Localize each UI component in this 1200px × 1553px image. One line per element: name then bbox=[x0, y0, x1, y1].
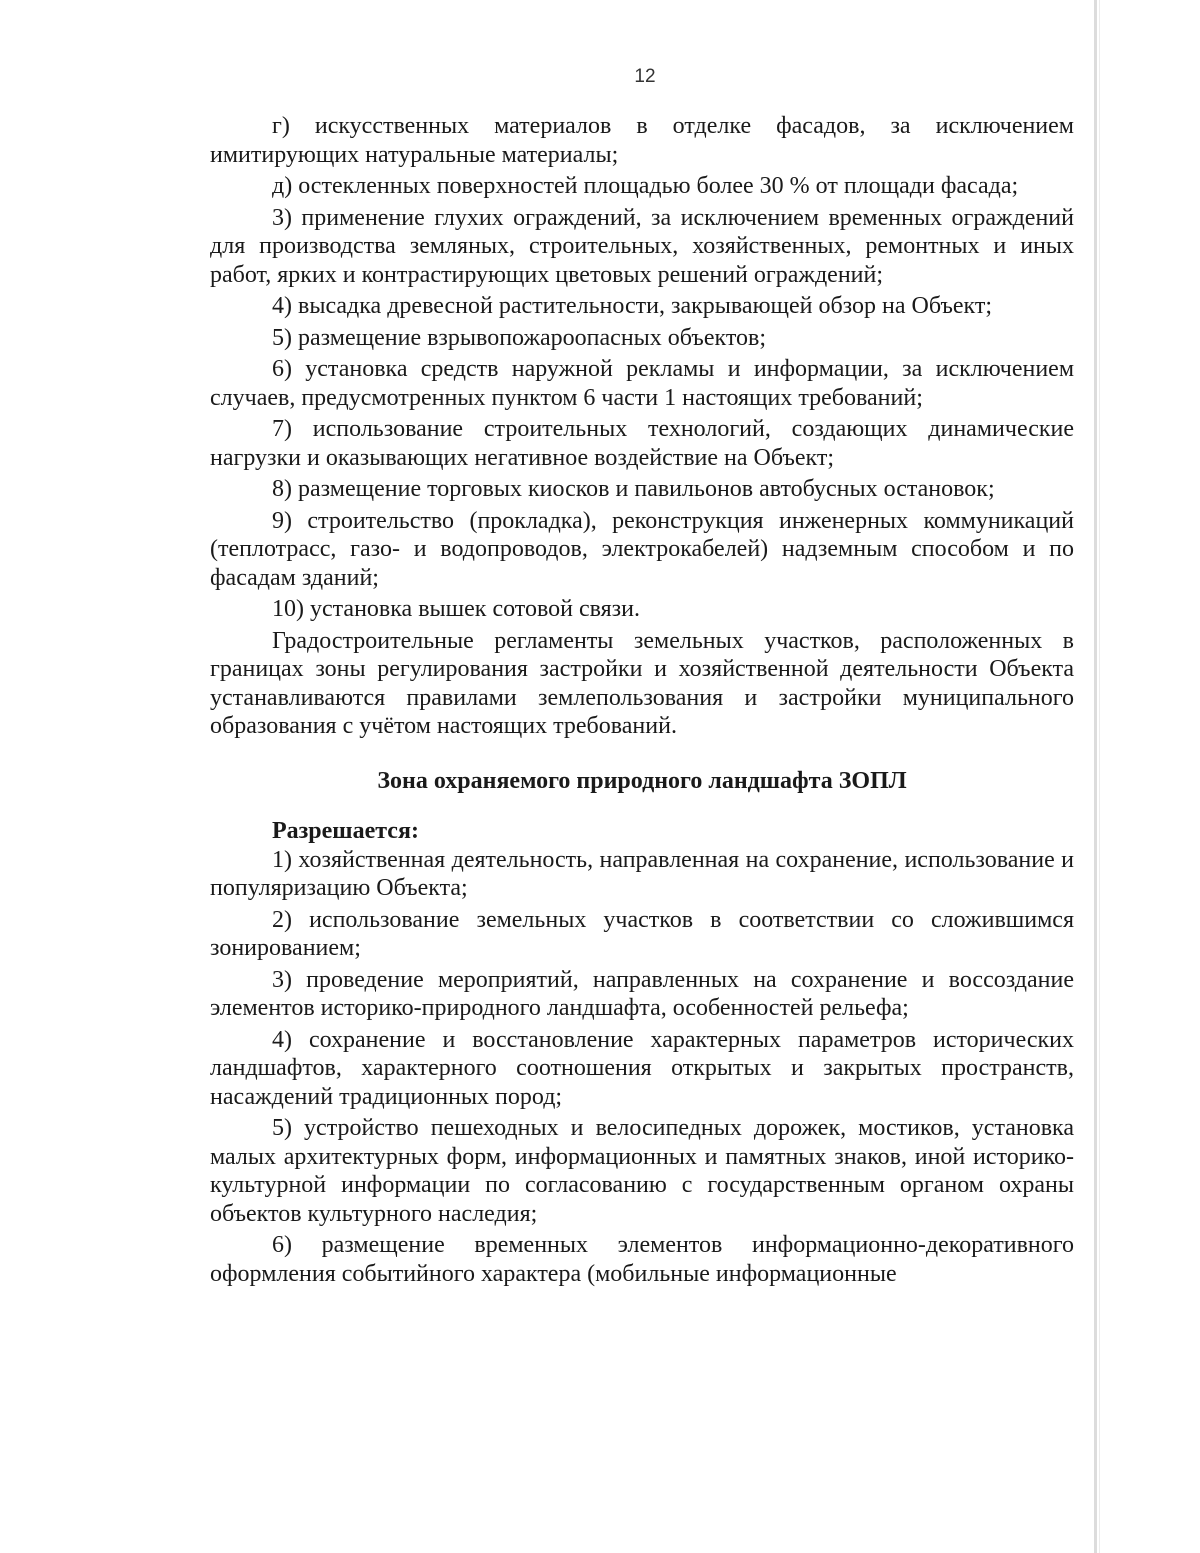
scan-edge-line-secondary bbox=[1099, 0, 1100, 1553]
paragraph-item-8: 8) размещение торговых киосков и павильонов автобусных остановок; bbox=[272, 476, 995, 502]
section-subheading: Разрешается: bbox=[272, 818, 419, 844]
allowed-item-5: 5) устройство пешеходных и велосипедных дорожек, мостиков, установка малых архитектурных форм, информационных и памятных знаков, иной историко-культурной информации по согласованию с государственным органом охраны объектов культурного наследия; bbox=[210, 1115, 1074, 1227]
paragraph-item-9: 9) строительство (прокладка), реконструкция инженерных коммуникаций (теплотрасс, газо- и водопроводов, электрокабелей) надземным способом и по фасадам зданий; bbox=[210, 507, 1074, 591]
paragraph-item-d: д) остекленных поверхностей площадью более 30 % от площади фасада; bbox=[272, 173, 1019, 199]
paragraph-item-3: 3) применение глухих ограждений, за исключением временных ограждений для производства земляных, строительных, хозяйственных, ремонтных и иных работ, ярких и контрастирующих цветовых решений ограждений; bbox=[210, 204, 1074, 288]
paragraph-regulations: Градостроительные регламенты земельных участков, расположенных в границах зоны регулирования застройки и хозяйственной деятельности Объекта устанавливаются правилами землепользования и застройки муниципального образования с учётом настоящих требований. bbox=[210, 627, 1074, 739]
document-body bbox=[210, 112, 1074, 1291]
allowed-item-6: 6) размещение временных элементов информационно-декоративного оформления событийного характера (мобильные информационные bbox=[210, 1232, 1074, 1287]
paragraph-item-10: 10) установка вышек сотовой связи. bbox=[272, 596, 641, 622]
paragraph-item-g: г) искусственных материалов в отделке фасадов, за исключением имитирующих натуральные материалы; bbox=[210, 113, 1074, 168]
allowed-item-4: 4) сохранение и восстановление характерных параметров исторических ландшафтов, характерного соотношения открытых и закрытых пространств, насаждений традиционных пород; bbox=[210, 1026, 1074, 1110]
paragraph-item-7: 7) использование строительных технологий, создающих динамические нагрузки и оказывающих негативное воздействие на Объект; bbox=[210, 416, 1074, 471]
paragraph-item-5: 5) размещение взрывопожароопасных объектов; bbox=[272, 324, 766, 351]
scan-edge-line bbox=[1094, 0, 1097, 1553]
page-number: 12 bbox=[634, 66, 656, 87]
paragraph-item-4: 4) высадка древесной растительности, закрывающей обзор на Объект; bbox=[272, 293, 993, 319]
allowed-item-3: 3) проведение мероприятий, направленных на сохранение и воссоздание элементов историко-природного ландшафта, особенностей рельефа; bbox=[210, 966, 1074, 1021]
paragraph-item-6: 6) установка средств наружной рекламы и информации, за исключением случаев, предусмотренных пунктом 6 части 1 настоящих требований; bbox=[210, 356, 1074, 411]
allowed-item-2: 2) использование земельных участков в соответствии со сложившимся зонированием; bbox=[210, 906, 1074, 961]
section-heading: Зона охраняемого природного ландшафта ЗОПЛ bbox=[377, 767, 907, 794]
allowed-item-1: 1) хозяйственная деятельность, направленная на сохранение, использование и популяризацию Объекта; bbox=[210, 846, 1074, 901]
